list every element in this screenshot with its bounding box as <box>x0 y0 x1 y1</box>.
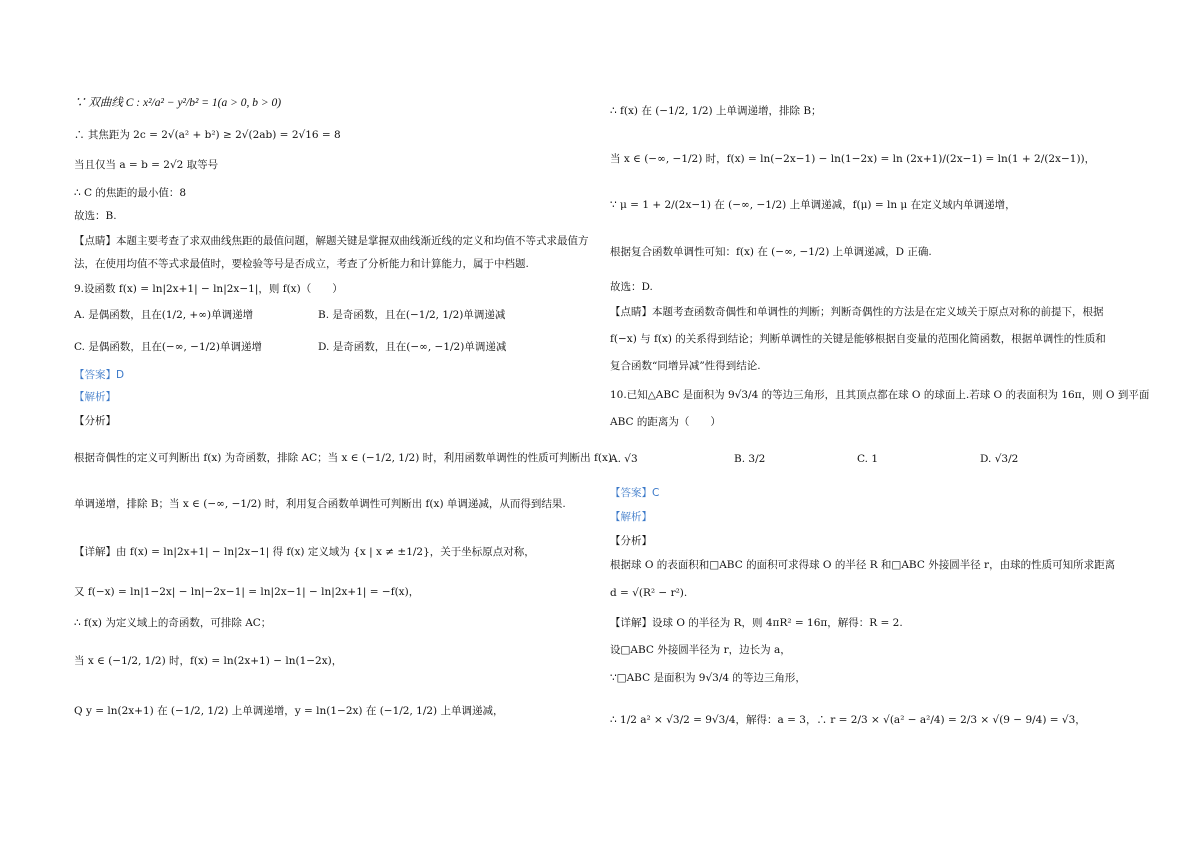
q9-analysis-label: 【解析】 <box>74 391 116 403</box>
choose-d: 故选：D. <box>610 281 653 293</box>
q9-detail-line-4: 当 x ∈ (−1/2, 1/2) 时，f(x) = ln(2x+1) − ln(1−2x)， <box>74 655 343 667</box>
min-focal-distance: ∴ C 的焦距的最小值：8 <box>74 187 187 199</box>
q9-cont-line-4: 根据复合函数单调性可知：f(x) 在 (−∞, −1/2) 上单调递减，D 正确. <box>610 246 932 258</box>
q9-cont-line-1: ∴ f(x) 在 (−1/2, 1/2) 上单调递增，排除 B； <box>610 105 822 117</box>
q9-option-d: D. 是奇函数，且在(−∞, −1/2)单调递减 <box>318 341 507 353</box>
q10-detail-line-4: ∴ 1/2 a² × √3/2 = 9√3/4，解得：a = 3，∴ r = 2/3 × √(a² − a²/4) = 2/3 × √(9 − 9/4) = √3， <box>610 714 1086 726</box>
q9-detail-line-2: 又 f(−x) = ln|1−2x| − ln|−2x−1| = ln|2x−1| − ln|2x+1| = −f(x)， <box>74 586 420 598</box>
q10-answer: 【答案】C <box>610 487 660 499</box>
question-10-cont: ABC 的距离为（ ） <box>610 416 721 428</box>
q9-fenxi-line-2: 单调递增，排除 B；当 x ∈ (−∞, −1/2) 时，利用复合函数单调性可判断出 f(x) 单调递减，从而得到结果. <box>74 498 566 510</box>
q9-answer: 【答案】D <box>74 369 125 381</box>
question-10: 10.已知△ABC 是面积为 9√3/4 的等边三角形，且其顶点都在球 O 的球面上.若球 O 的表面积为 16π，则 O 到平面 <box>610 389 1150 401</box>
q10-option-a: A. √3 <box>610 453 638 465</box>
q9-cont-line-3: ∵ μ = 1 + 2/(2x−1) 在 (−∞, −1/2) 上单调递减，f(μ) = ln μ 在定义域内单调递增， <box>610 199 1016 211</box>
q10-fenxi-line-1: 根据球 O 的表面积和□ABC 的面积可求得球 O 的半径 R 和□ABC 外接圆半径 r，由球的性质可知所求距离 <box>610 559 1116 571</box>
q9-cont-line-2: 当 x ∈ (−∞, −1/2) 时，f(x) = ln(−2x−1) − ln(1−2x) = ln (2x+1)/(2x−1) = ln(1 + 2/(2x−1))， <box>610 153 1096 165</box>
q9-comment-1: 【点睛】本题考查函数奇偶性和单调性的判断；判断奇偶性的方法是在定义域关于原点对称的前提下，根据 <box>610 306 1104 318</box>
q9-option-a: A. 是偶函数，且在(1/2, +∞)单调递增 <box>74 309 254 321</box>
q10-fenxi-label: 【分析】 <box>610 535 652 547</box>
q10-fenxi-line-2: d = √(R² − r²). <box>610 587 688 599</box>
equality-condition: 当且仅当 a = b = 2√2 取等号 <box>74 159 219 171</box>
focal-distance-line: ∴ 其焦距为 2c = 2√(a² + b²) ≥ 2√(2ab) = 2√16 = 8 <box>74 129 341 141</box>
q9-option-c: C. 是偶函数，且在(−∞, −1/2)单调递增 <box>74 341 262 353</box>
q9-option-b: B. 是奇函数，且在(−1/2, 1/2)单调递减 <box>318 309 506 321</box>
q10-option-b: B. 3/2 <box>734 453 766 465</box>
q10-detail-line-2: 设□ABC 外接圆半径为 r，边长为 a， <box>610 644 791 656</box>
q9-comment-3: 复合函数“同增异减”性得到结论. <box>610 360 761 372</box>
q10-option-c: C. 1 <box>857 453 879 465</box>
q9-detail-line-3: ∴ f(x) 为定义域上的奇函数，可排除 AC； <box>74 617 272 629</box>
q10-detail-line-1: 【详解】设球 O 的半径为 R，则 4πR² = 16π，解得：R = 2. <box>610 617 903 629</box>
question-9: 9.设函数 f(x) = ln|2x+1| − ln|2x−1|，则 f(x)（ ） <box>74 283 343 295</box>
choose-b: 故选：B. <box>74 210 117 222</box>
q9-comment-2: f(−x) 与 f(x) 的关系得到结论；判断单调性的关键是能够根据自变量的范围化简函数，根据单调性的性质和 <box>610 333 1106 345</box>
q9-detail-line-1: 【详解】由 f(x) = ln|2x+1| − ln|2x−1| 得 f(x) 定义域为 {x | x ≠ ±1/2}，关于坐标原点对称， <box>74 546 535 558</box>
q9-detail-line-5: Q y = ln(2x+1) 在 (−1/2, 1/2) 上单调递增，y = ln(1−2x) 在 (−1/2, 1/2) 上单调递减， <box>74 705 504 717</box>
q10-option-d: D. √3/2 <box>980 453 1019 465</box>
comment-line-1: 【点睛】本题主要考查了求双曲线焦距的最值问题，解题关键是掌握双曲线渐近线的定义和均值不等式求最值方 <box>74 235 589 247</box>
q9-fenxi-line-1: 根据奇偶性的定义可判断出 f(x) 为奇函数，排除 AC；当 x ∈ (−1/2, 1/2) 时，利用函数单调性的性质可判断出 f(x) <box>74 452 612 464</box>
hyperbola-premise: ∵ 双曲线 C : x²/a² − y²/b² = 1(a > 0, b > 0) <box>74 97 282 109</box>
q10-analysis-label: 【解析】 <box>610 511 652 523</box>
q9-fenxi-label: 【分析】 <box>74 415 116 427</box>
comment-line-2: 法，在使用均值不等式求最值时，要检验等号是否成立，考查了分析能力和计算能力，属于中档题. <box>74 258 529 270</box>
q10-detail-line-3: ∵□ABC 是面积为 9√3/4 的等边三角形， <box>610 672 806 684</box>
